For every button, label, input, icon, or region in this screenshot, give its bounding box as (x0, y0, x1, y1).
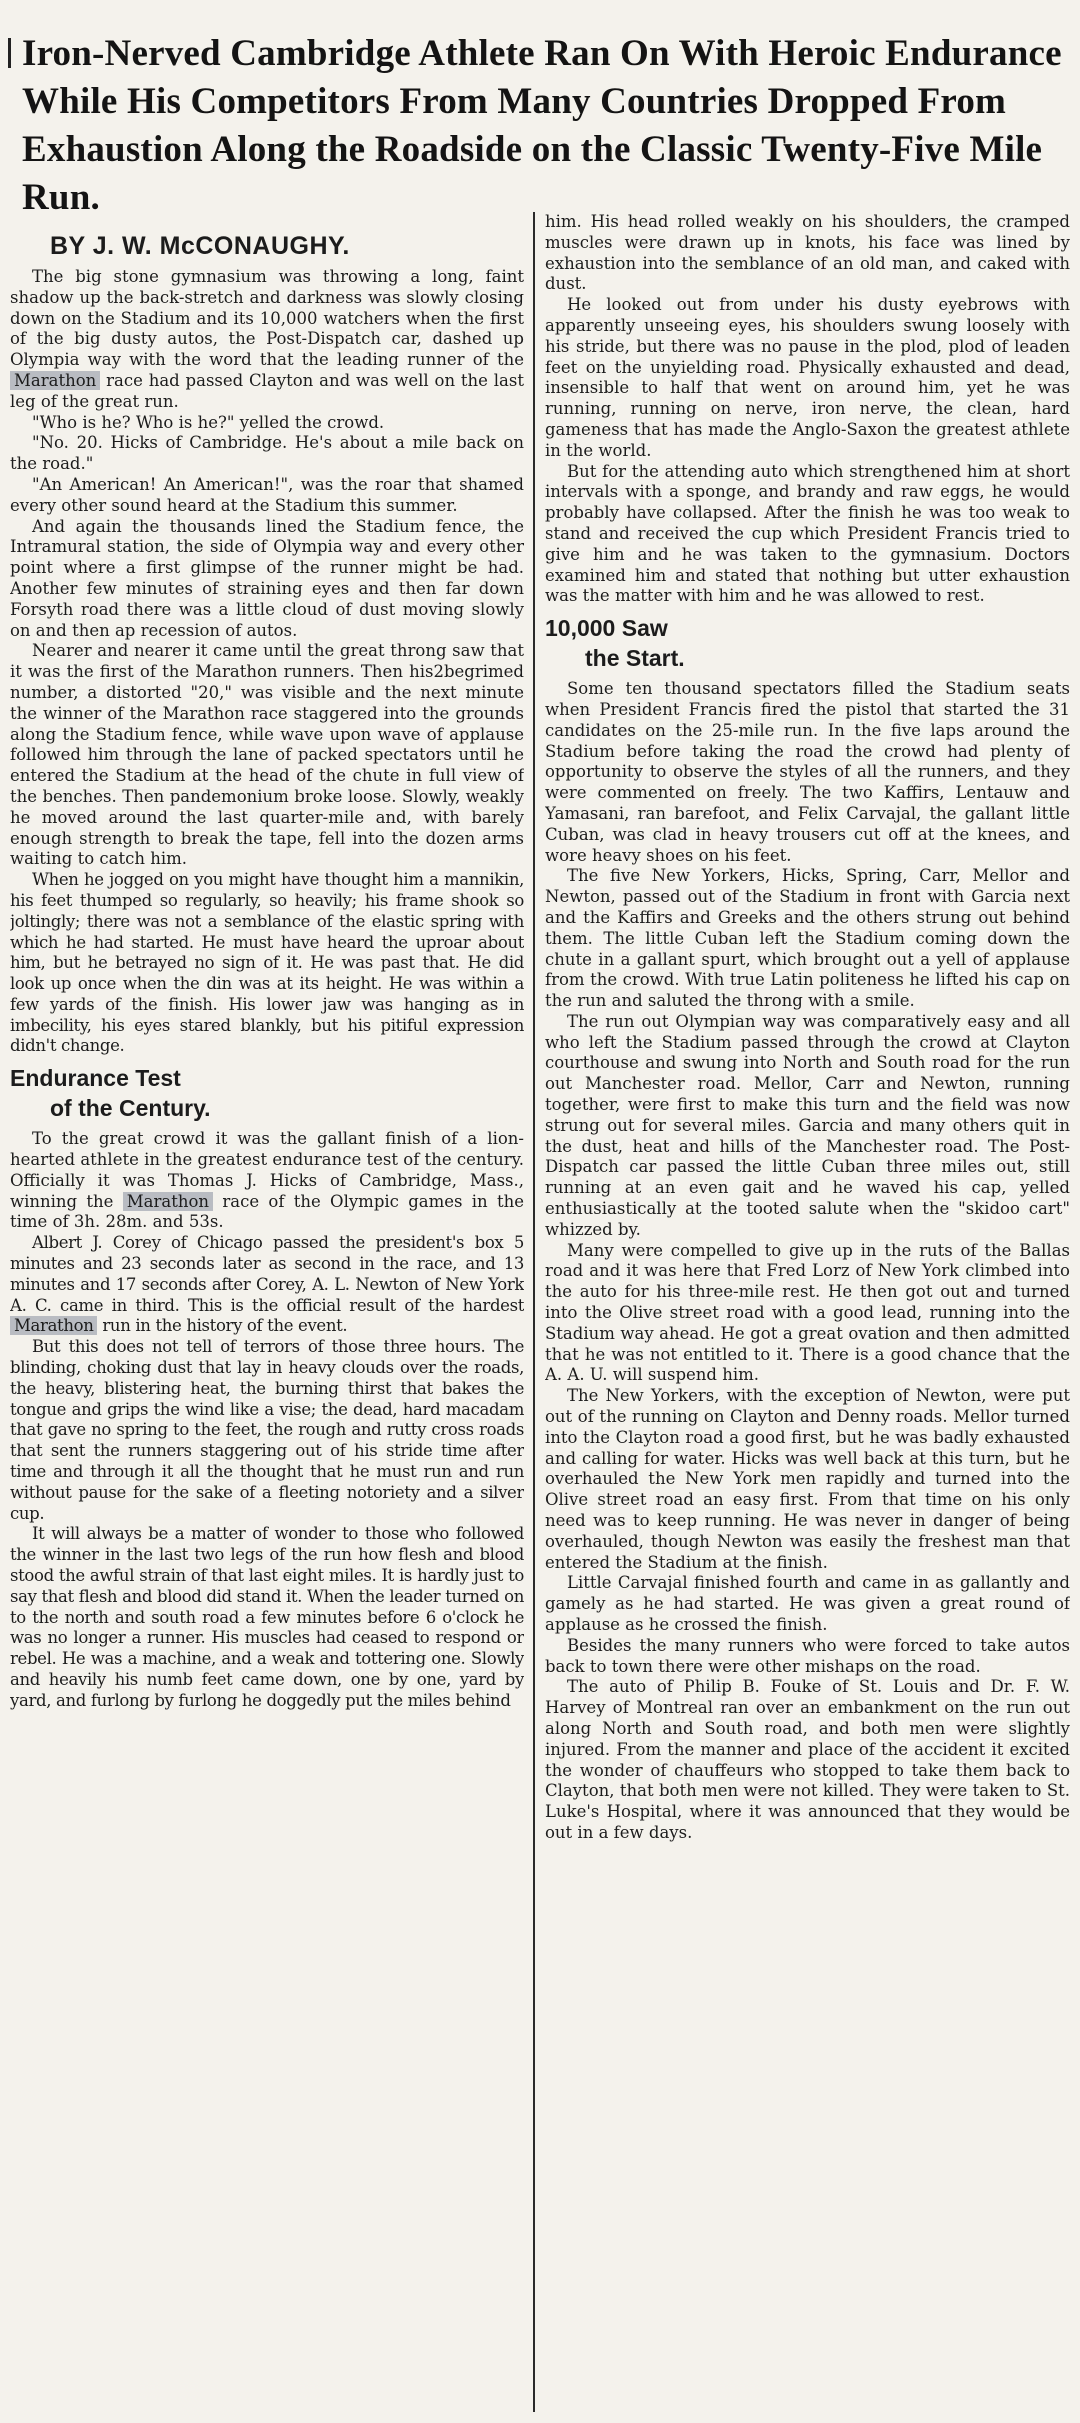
headline: Iron-Nerved Cambridge Athlete Ran On With Heroic Endurance While His Competitors From Many Countries Dropped From Exhaustion Along the Roadside on the Classic Twenty-Five Mile Run. (22, 30, 1062, 222)
paragraph: Some ten thousand spectators filled the Stadium seats when President Francis fired the pistol that started the 31 candidates on the 25-mile run. In the five laps around the Stadium before taking the road the crowd had plenty of opportunity to observe the styles of all the runners, and they were commented on freely. The two Kaffirs, Lentauw and Yamasani, ran barefoot, and Felix Carvajal, the gallant little Cuban, was clad in heavy trousers cut off at the knees, and wore heavy shoes on his feet. (545, 679, 1070, 865)
paragraph: The run out Olympian way was comparatively easy and all who left the Stadium passed through the crowd at Clayton courthouse and swung into North and South road for the run out Manchester road. Mellor, Carr and Newton, running together, were first to make this turn and the field was now strung out for several miles. Garcia and many others quit in the dust, heat and hills of the Manchester road. The Post-Dispatch car passed the little Cuban three miles out, still running at an even gait and he waved his cap, yelled enthusiastically at the tooted salute when the "skidoo cart" whizzed by. (545, 1011, 1070, 1239)
paragraph (10, 1233, 524, 1337)
paragraph: He looked out from under his dusty eyebrows with apparently unseeing eyes, his shoulders swung loosely with his stride, but there was no pause in the plod, plod of leaden feet on the unyielding road. Physically exhausted and dead, insensible to half that went on around him, yet he was running, running on nerve, iron nerve, the clean, hard gameness that has made the Anglo-Saxon the greatest athlete in the world. (545, 295, 1070, 460)
paragraph: It will always be a matter of wonder to those who followed the winner in the last two legs of the run how flesh and blood stood the awful strain of that last eight miles. It is hardly just to say that flesh and blood did stand it. When the leader turned on to the north and south road a few minutes before 6 o'clock he was no longer a runner. His muscles had ceased to respond or rebel. He was a machine, and a weak and tottering one. Slowly and heavily his numb feet came down, one by one, yard by yard, and furlong by furlong he doggedly put the miles behind (10, 1524, 524, 1710)
paragraph: The five New Yorkers, Hicks, Spring, Carr, Mellor and Newton, passed out of the Stadium in front with Garcia next and the Kaffirs and Greeks and the others strung out behind them. The little Cuban left the Stadium coming down the chute in a gallant spurt, which brought out a yell of applause from the crowd. With true Latin politeness he lifted his cap on the run and saluted the throng with a smile. (545, 866, 1070, 1011)
paragraph: The auto of Philip B. Fouke of St. Louis and Dr. F. W. Harvey of Montreal ran over an embankment on the run out along North and South road, and both men were slightly injured. From the manner and place of the accident it excited the wonder of chauffeurs who stopped to take them back to Clayton, that both men were not killed. They were taken to St. Luke's Hospital, where it was announced that they would be out in a few days. (545, 1677, 1070, 1842)
paragraph: And again the thousands lined the Stadium fence, the Intramural station, the side of Olympia way and every other point where a first glimpse of the runner might be had. Another few minutes of straining eyes and then far down Forsyth road there was a little cloud of dust moving slowly on and then ap recession of autos. (10, 516, 524, 640)
highlighted-term: Marathon (10, 371, 100, 390)
highlighted-term: Marathon (123, 1192, 213, 1211)
subheading-line: the Start. (585, 645, 685, 672)
column-right (545, 212, 1070, 2412)
subheading-line: Endurance Test (10, 1065, 181, 1092)
paragraph-text: race of the Olympic games in the time of 3h. 28m. and 53s. (10, 1191, 524, 1232)
byline: BY J. W. McCONAUGHY. (50, 232, 350, 260)
subheading (10, 1063, 524, 1123)
paragraph-text: Albert J. Corey of Chicago passed the president's box 5 minutes and 23 seconds later as second in the race, and 13 minutes and 17 seconds after Corey, A. L. Newton of New York A. C. came in third. This is the official result of the hardest (10, 1233, 524, 1315)
paragraph: "No. 20. Hicks of Cambridge. He's about a mile back on the road." (10, 433, 524, 474)
paragraph-text: race had passed Clayton and was well on the last leg of the great run. (10, 370, 524, 411)
paragraph-text: run in the history of the event. (102, 1316, 348, 1336)
paragraph (10, 267, 524, 413)
paragraph: him. His head rolled weakly on his shoulders, the cramped muscles were drawn up in knots, his face was lined by exhaustion into the semblance of an old man, and caked with dust. (545, 212, 1070, 294)
column-rule (533, 212, 535, 2412)
subheading-line: 10,000 Saw (545, 615, 668, 642)
paragraph: Nearer and nearer it came until the great throng saw that it was the first of the Marathon runners. Then his2begrimed number, a distorted "20," was visible and the next minute the winner of the Marathon race staggered into the grounds along the Stadium fence, while wave upon wave of applause followed him through the lane of packed spectators until he entered the Stadium at the head of the chute in full view of the benches. Then pandemonium broke loose. Slowly, weakly he moved around the last quarter-mile and, with barely enough strength to break the tape, fell into the dozen arms waiting to catch him. (10, 641, 524, 869)
paragraph: But this does not tell of terrors of those three hours. The blinding, choking dust that lay in heavy clouds over the roads, the heavy, blistering heat, the burning thirst that bakes the tongue and grips the wind like a vise; the dead, hard macadam that gave no spring to the feet, the rough and rutty cross roads that sent the runners staggering out of his stride time after time and through it all the thought that he must run and run without pause for the sake of a fleeting notoriety and a silver cup. (10, 1337, 524, 1523)
highlighted-term: Marathon (10, 1316, 97, 1335)
subheading (545, 613, 1070, 673)
paragraph: Besides the many runners who were forced to take autos back to town there were other mishaps on the road. (545, 1635, 1070, 1676)
paragraph: Little Carvajal finished fourth and came in as gallantly and gamely as he had started. He was given a great round of applause as he crossed the finish. (545, 1573, 1070, 1634)
paragraph: Many were compelled to give up in the ruts of the Ballas road and it was here that Fred Lorz of New York climbed into the auto for his three-mile rest. He then got out and turned into the Olive street road with a good lead, running into the Stadium way ahead. He got a great ovation and then admitted that he was not entitled to it. There is a good chance that the A. A. U. will suspend him. (545, 1240, 1070, 1385)
paragraph: "An American! An American!", was the roar that shamed every other sound heard at the Stadium this summer. (10, 474, 524, 515)
paragraph: "Who is he? Who is he?" yelled the crowd. (32, 412, 385, 432)
paragraph: When he jogged on you might have thought him a mannikin, his feet thumped so regularly, so heavily; his frame shook so joltingly; there was not a semblance of the elastic spring with which he had started. He must have heard the uproar about him, but he betrayed no sign of it. He was past that. He did look up once when the din was at its height. He was within a few yards of the finish. His lower jaw was hanging as in imbecility, his eyes stared blankly, but his pitiful expression didn't change. (10, 870, 524, 1056)
paragraph: But for the attending auto which strengthened him at short intervals with a sponge, and brandy and raw eggs, he would probably have collapsed. After the finish he was too weak to stand and received the cup which President Francis tried to give him and he was taken to the gymnasium. Doctors examined him and stated that nothing but utter exhaustion was the matter with him and he was allowed to rest. (545, 461, 1070, 606)
subheading-line: of the Century. (50, 1095, 211, 1122)
paragraph-text: To the great crowd it was the gallant finish of a lion-hearted athlete in the greatest endurance test of the century. Officially it was Thomas J. Hicks of Cambridge, Mass., winning the (10, 1129, 524, 1211)
paragraph (10, 1129, 524, 1233)
paragraph: The New Yorkers, with the exception of Newton, were put out of the running on Clayton and Denny roads. Mellor turned into the Clayton road a good first, but he was badly exhausted and calling for water. Hicks was well back at this turn, but he overhauled the New York men rapidly and turned into the Olive street road an easy first. From that time on his only need was to keep running. He was never in danger of being overhauled, though Newton was easily the freshest man that entered the Stadium at the finish. (545, 1386, 1070, 1572)
paragraph-text: The big stone gymnasium was throwing a long, faint shadow up the back-stretch and darkness was slowly closing down on the Stadium and its 10,000 watchers when the first of the big dusty autos, the Post-Dispatch car, dashed up Olympia way with the word that the leading runner of the (10, 267, 524, 370)
column-left (10, 225, 524, 2410)
